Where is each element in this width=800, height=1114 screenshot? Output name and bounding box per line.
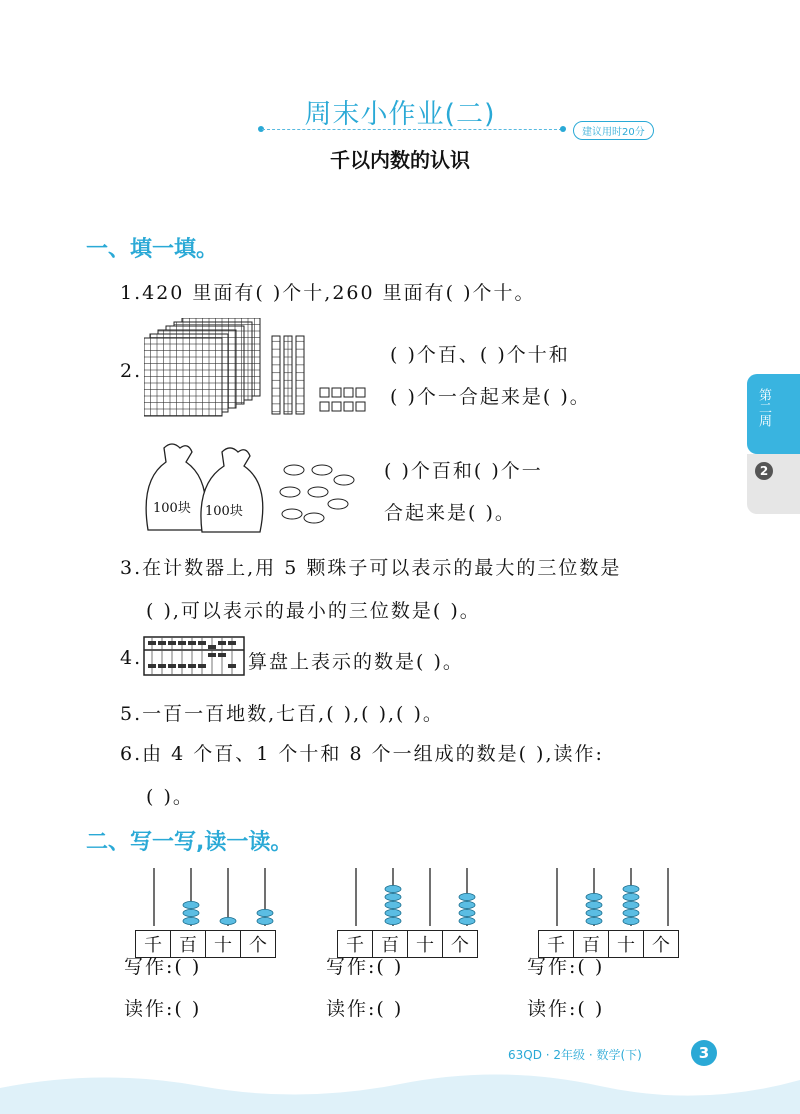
counter-bead [220,917,236,924]
question-4-number: 4. [120,647,143,669]
counter-bead [385,885,401,892]
question-2b-line-1: ( )个百和( )个一 [384,460,543,482]
question-2-line-2: ( )个一合起来是( )。 [390,386,591,408]
section-1-heading: 一、填一填。 [86,237,219,262]
place-tens: 十 [408,931,443,958]
title-line-dot-right [560,126,566,132]
abacus-image [143,636,245,676]
question-6-line-1: 6.由 4 个百、1 个十和 8 个一组成的数是( ),读作: [120,743,604,765]
counter-bead [586,893,602,900]
place-thousands: 千 [539,931,574,958]
counter-bead [623,909,639,916]
candy-pieces [280,465,354,523]
place-thousands: 千 [338,931,373,958]
counter-2-read-line: 读作:( ) [326,998,404,1020]
place-ones: 个 [443,931,478,958]
base-ten-blocks-image [144,318,374,418]
counter-bead [623,901,639,908]
page-subtitle: 千以内数的认识 [330,148,470,172]
place-tens: 十 [609,931,644,958]
counter-bead [586,917,602,924]
counter-bead [385,893,401,900]
page-title: 周末小作业(二) [304,99,496,130]
question-3-line-1: 3.在计数器上,用 5 颗珠子可以表示的最大的三位数是 [120,557,622,579]
counter-bead [459,917,475,924]
counter-1-read-line: 读作:( ) [124,998,202,1020]
counter-bead [257,909,273,916]
bag-label-1: 100块 [153,501,191,516]
place-ones: 个 [241,931,276,958]
suggested-time-badge: 建议用时20分 [573,121,654,140]
candy-bags-image [142,440,362,540]
counter-bead [459,909,475,916]
counter-bead [385,909,401,916]
question-1: 1.420 里面有( )个十,260 里面有( )个十。 [120,282,536,304]
counter-bead [623,885,639,892]
question-4-text: 算盘上表示的数是( )。 [248,651,464,673]
footer-wave [0,1068,800,1114]
place-hundreds: 百 [574,931,609,958]
counter-2-rods [337,866,487,926]
counter-bead [183,917,199,924]
place-ones: 个 [644,931,679,958]
week-tab-number: 2 [755,462,773,480]
question-2b-line-2: 合起来是( )。 [384,502,516,524]
counter-3-read-line: 读作:( ) [527,998,605,1020]
bag-label-2: 100块 [205,504,243,519]
counter-bead [459,893,475,900]
counter-bead [623,893,639,900]
counter-2-write-line: 写作:( ) [326,956,404,978]
title-divider [262,129,562,130]
counter-bead [257,917,273,924]
question-3-line-2: ( ),可以表示的最小的三位数是( )。 [146,600,481,622]
page-number: 3 [691,1040,717,1066]
counter-3-write-line: 写作:( ) [527,956,605,978]
counter-bead [385,917,401,924]
week-side-tab [747,374,800,514]
week-tab-label: 第二周 [756,388,771,427]
footer-book-info: 63QD · 2年级 · 数学(下) [508,1048,642,1062]
counter-bead [183,909,199,916]
section-2-heading: 二、写一写,读一读。 [86,830,293,855]
counter-1-rods [135,866,285,926]
counter-2 [337,866,487,958]
counter-bead [183,901,199,908]
counter-bead [459,901,475,908]
counter-3-rods [538,866,688,926]
question-2-line-1: ( )个百、( )个十和 [390,344,570,366]
counter-1 [135,866,285,958]
question-6-line-2: ( )。 [146,786,194,808]
counter-bead [586,909,602,916]
counter-3 [538,866,688,958]
question-5: 5.一百一百地数,七百,( ),( ),( )。 [120,703,444,725]
place-tens: 十 [206,931,241,958]
place-hundreds: 百 [171,931,206,958]
place-thousands: 千 [136,931,171,958]
counter-bead [623,917,639,924]
counter-1-write-line: 写作:( ) [124,956,202,978]
counter-bead [385,901,401,908]
counter-bead [586,901,602,908]
question-2-number: 2. [120,360,143,382]
place-hundreds: 百 [373,931,408,958]
